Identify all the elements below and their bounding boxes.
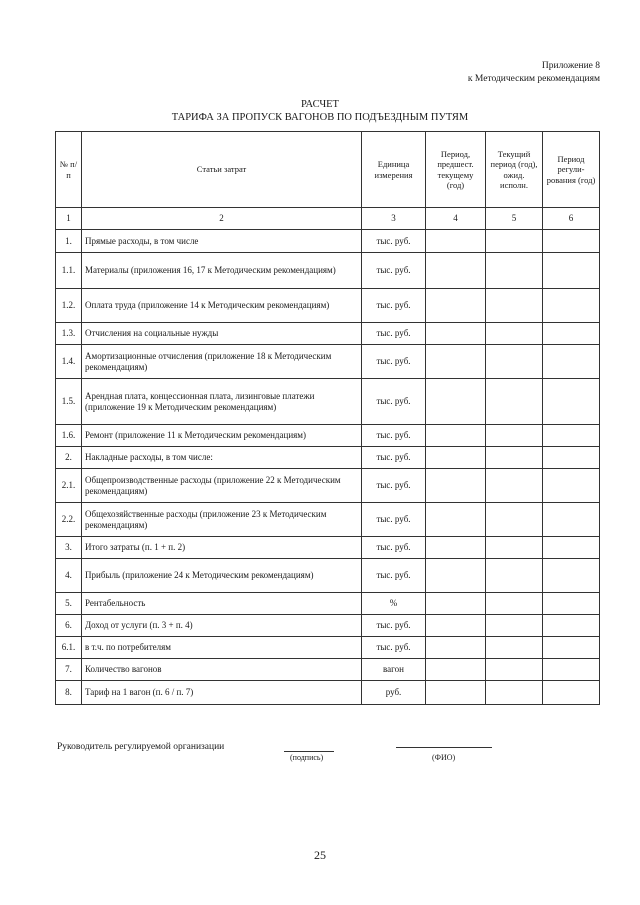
table-row: [56, 537, 600, 559]
row-number-cell: 2.1.: [56, 469, 82, 503]
row-number-cell: 6.: [56, 615, 82, 637]
column-header: Единица измерения: [362, 132, 426, 208]
row-number-cell: 1.1.: [56, 253, 82, 289]
unit-cell: тыс. руб.: [362, 289, 426, 323]
cost-item-cell: Общепроизводственные расходы (приложение 22 к Методическим рекомендациям): [82, 469, 362, 503]
row-number-cell: 7.: [56, 659, 82, 681]
cost-item-cell: Арендная плата, концессионная плата, лизинговые платежи (приложение 19 к Методическим рекомендациям): [82, 379, 362, 425]
document-title: [0, 98, 640, 124]
value-cell[interactable]: [543, 230, 600, 253]
value-cell[interactable]: [426, 681, 486, 705]
name-line: [396, 747, 492, 748]
cost-item-cell: Амортизационные отчисления (приложение 18 к Методическим рекомендациям): [82, 345, 362, 379]
table-row: [56, 659, 600, 681]
column-header: № п/п: [56, 132, 82, 208]
row-number-cell: 8.: [56, 681, 82, 705]
value-cell[interactable]: [426, 593, 486, 615]
unit-cell: тыс. руб.: [362, 469, 426, 503]
value-cell[interactable]: [426, 659, 486, 681]
value-cell[interactable]: [543, 379, 600, 425]
row-number-cell: 1.3.: [56, 323, 82, 345]
value-cell[interactable]: [543, 345, 600, 379]
row-number-cell: 1.4.: [56, 345, 82, 379]
column-index-cell: 5: [486, 208, 543, 230]
value-cell[interactable]: [543, 469, 600, 503]
value-cell[interactable]: [543, 681, 600, 705]
value-cell[interactable]: [486, 345, 543, 379]
name-caption: (ФИО): [432, 753, 456, 762]
unit-cell: тыс. руб.: [362, 447, 426, 469]
value-cell[interactable]: [486, 230, 543, 253]
table-body: [56, 208, 600, 705]
table-row: [56, 253, 600, 289]
value-cell[interactable]: [426, 345, 486, 379]
unit-cell: тыс. руб.: [362, 323, 426, 345]
page-number: 25: [314, 848, 326, 862]
value-cell[interactable]: [543, 593, 600, 615]
column-index-cell: 3: [362, 208, 426, 230]
unit-cell: тыс. руб.: [362, 230, 426, 253]
unit-cell: тыс. руб.: [362, 503, 426, 537]
appendix-note: [468, 60, 600, 86]
cost-item-cell: Общехозяйственные расходы (приложение 23 к Методическим рекомендациям): [82, 503, 362, 537]
row-number-cell: 2.2.: [56, 503, 82, 537]
row-number-cell: 3.: [56, 537, 82, 559]
header-row: [56, 132, 600, 208]
table-row: [56, 593, 600, 615]
value-cell[interactable]: [486, 537, 543, 559]
unit-cell: тыс. руб.: [362, 615, 426, 637]
unit-cell: %: [362, 593, 426, 615]
row-number-cell: 5.: [56, 593, 82, 615]
table-row: [56, 559, 600, 593]
cost-item-cell: Прямые расходы, в том числе: [82, 230, 362, 253]
column-index-cell: 2: [82, 208, 362, 230]
value-cell[interactable]: [486, 503, 543, 537]
row-number-cell: 4.: [56, 559, 82, 593]
column-header: Период, предшест. текущему (год): [426, 132, 486, 208]
row-number-cell: 1.5.: [56, 379, 82, 425]
value-cell[interactable]: [486, 681, 543, 705]
value-cell[interactable]: [486, 379, 543, 425]
value-cell[interactable]: [486, 615, 543, 637]
value-cell[interactable]: [426, 503, 486, 537]
value-cell[interactable]: [543, 447, 600, 469]
value-cell[interactable]: [486, 593, 543, 615]
table-row: [56, 230, 600, 253]
unit-cell: тыс. руб.: [362, 637, 426, 659]
signature-caption: (подпись): [290, 753, 324, 762]
value-cell[interactable]: [426, 615, 486, 637]
value-cell[interactable]: [543, 615, 600, 637]
value-cell[interactable]: [426, 469, 486, 503]
value-cell[interactable]: [543, 503, 600, 537]
value-cell[interactable]: [426, 253, 486, 289]
signature-label: Руководитель регулируемой организации: [57, 742, 225, 752]
title-line-2: ТАРИФА ЗА ПРОПУСК ВАГОНОВ ПО ПОДЪЕЗДНЫМ ПУТЯМ: [171, 112, 469, 123]
row-number-cell: 6.1.: [56, 637, 82, 659]
column-header: Текущий период (год), ожид. исполн.: [486, 132, 543, 208]
value-cell[interactable]: [426, 230, 486, 253]
unit-cell: руб.: [362, 681, 426, 705]
table-row: [56, 379, 600, 425]
column-index-cell: 4: [426, 208, 486, 230]
cost-item-cell: Количество вагонов: [82, 659, 362, 681]
table-row: [56, 425, 600, 447]
column-index-cell: 6: [543, 208, 600, 230]
cost-item-cell: Отчисления на социальные нужды: [82, 323, 362, 345]
value-cell[interactable]: [486, 323, 543, 345]
signature-line: [284, 751, 334, 752]
value-cell[interactable]: [543, 537, 600, 559]
row-number-cell: 1.: [56, 230, 82, 253]
unit-cell: тыс. руб.: [362, 253, 426, 289]
cost-item-cell: Накладные расходы, в том числе:: [82, 447, 362, 469]
cost-item-cell: Оплата труда (приложение 14 к Методическим рекомендациям): [82, 289, 362, 323]
value-cell[interactable]: [486, 659, 543, 681]
value-cell[interactable]: [426, 559, 486, 593]
value-cell[interactable]: [543, 637, 600, 659]
title-line-1: РАСЧЕТ: [301, 99, 339, 110]
cost-item-cell: Прибыль (приложение 24 к Методическим рекомендациям): [82, 559, 362, 593]
table-row: [56, 447, 600, 469]
cost-item-cell: Ремонт (приложение 11 к Методическим рекомендациям): [82, 425, 362, 447]
table-row: [56, 323, 600, 345]
unit-cell: тыс. руб.: [362, 559, 426, 593]
column-index-row: [56, 208, 600, 230]
value-cell[interactable]: [543, 289, 600, 323]
tariff-calculation-table: [55, 131, 600, 705]
value-cell[interactable]: [486, 447, 543, 469]
table-row: [56, 681, 600, 705]
value-cell[interactable]: [426, 447, 486, 469]
unit-cell: тыс. руб.: [362, 345, 426, 379]
value-cell[interactable]: [486, 469, 543, 503]
cost-item-cell: Рентабельность: [82, 593, 362, 615]
unit-cell: тыс. руб.: [362, 537, 426, 559]
value-cell[interactable]: [486, 425, 543, 447]
table-row: [56, 345, 600, 379]
table-row: [56, 469, 600, 503]
cost-item-cell: Материалы (приложения 16, 17 к Методическим рекомендациям): [82, 253, 362, 289]
unit-cell: вагон: [362, 659, 426, 681]
value-cell[interactable]: [486, 289, 543, 323]
value-cell[interactable]: [543, 659, 600, 681]
value-cell[interactable]: [486, 559, 543, 593]
value-cell[interactable]: [543, 425, 600, 447]
table-row: [56, 615, 600, 637]
value-cell[interactable]: [426, 537, 486, 559]
value-cell[interactable]: [543, 559, 600, 593]
cost-item-cell: Доход от услуги (п. 3 + п. 4): [82, 615, 362, 637]
value-cell[interactable]: [426, 637, 486, 659]
value-cell[interactable]: [426, 425, 486, 447]
value-cell[interactable]: [543, 323, 600, 345]
row-number-cell: 1.2.: [56, 289, 82, 323]
column-header: Статьи затрат: [82, 132, 362, 208]
value-cell[interactable]: [486, 253, 543, 289]
cost-item-cell: Итого затраты (п. 1 + п. 2): [82, 537, 362, 559]
cost-item-cell: в т.ч. по потребителям: [82, 637, 362, 659]
appendix-line-2: к Методическим рекомендациям: [467, 74, 600, 84]
unit-cell: тыс. руб.: [362, 425, 426, 447]
value-cell[interactable]: [426, 289, 486, 323]
value-cell[interactable]: [426, 379, 486, 425]
value-cell[interactable]: [543, 253, 600, 289]
unit-cell: тыс. руб.: [362, 379, 426, 425]
row-number-cell: 1.6.: [56, 425, 82, 447]
appendix-line-1: Приложение 8: [541, 61, 600, 71]
column-header: Период регули-рования (год): [543, 132, 600, 208]
cost-item-cell: Тариф на 1 вагон (п. 6 / п. 7): [82, 681, 362, 705]
table-row: [56, 637, 600, 659]
column-index-cell: 1: [56, 208, 82, 230]
table-row: [56, 503, 600, 537]
value-cell[interactable]: [426, 323, 486, 345]
value-cell[interactable]: [486, 637, 543, 659]
table-row: [56, 289, 600, 323]
row-number-cell: 2.: [56, 447, 82, 469]
